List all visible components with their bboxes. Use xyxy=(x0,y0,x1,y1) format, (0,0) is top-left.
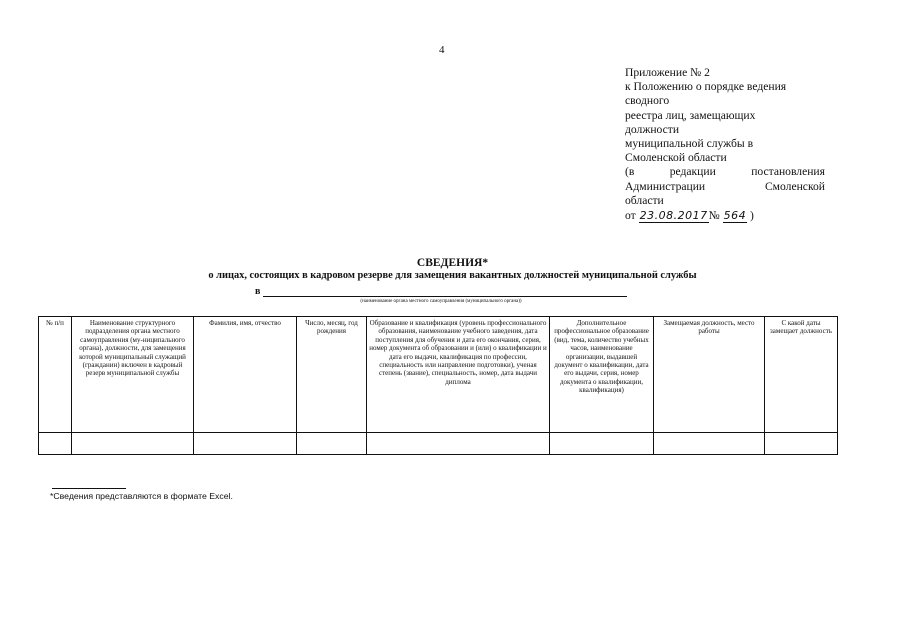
appendix-word: редакции xyxy=(669,165,716,179)
table-row xyxy=(39,433,838,455)
column-header: С какой даты замещает должность xyxy=(765,317,838,433)
appendix-date-line xyxy=(625,209,825,223)
table-cell xyxy=(194,433,297,455)
document-title: СВЕДЕНИЯ* xyxy=(416,257,489,269)
organization-caption: (наименование органа местного самоуправления (муниципального органа)) xyxy=(360,299,522,304)
handwritten-date: 23.08.2017 xyxy=(639,209,708,223)
appendix-line: Смоленской области xyxy=(625,151,727,165)
appendix-word: постановления xyxy=(751,165,825,179)
handwritten-number: 564 xyxy=(723,209,747,223)
reserve-table xyxy=(38,316,838,455)
table-cell xyxy=(367,433,550,455)
date-prefix: от xyxy=(625,209,636,223)
appendix-line: сводного xyxy=(625,94,670,108)
table-cell xyxy=(765,433,838,455)
appendix-header xyxy=(625,66,825,223)
table-cell xyxy=(39,433,72,455)
appendix-word: Администрации xyxy=(625,179,706,193)
table-cell xyxy=(550,433,654,455)
appendix-word: (в xyxy=(625,165,635,179)
number-prefix: № xyxy=(708,209,720,223)
column-header: Наименование структурного подразделения органа местного самоуправления (му-ниципального органа), должности, для замещения которой муниципальный служащий (гражданин) включен в кадровый резерв муниципальной службы xyxy=(72,317,194,433)
table-cell xyxy=(72,433,194,455)
date-suffix: ) xyxy=(749,209,754,223)
column-header: Дополнительное профессиональное образование (вид, тема, количество учебных часов, наименование организации, выдавшей документ о квалификации, дата его выдачи, серия, номер документа о квалификации, квалификация) xyxy=(550,317,654,433)
column-header: Фамилия, имя, отчество xyxy=(194,317,297,433)
appendix-line: муниципальной службы в xyxy=(625,137,754,151)
appendix-line: области xyxy=(625,193,664,207)
footnote: *Сведения представляются в формате Excel. xyxy=(50,491,233,501)
appendix-line: реестра лиц, замещающих xyxy=(625,108,756,122)
table-header-row xyxy=(39,317,838,433)
table-cell xyxy=(297,433,367,455)
document-subtitle: о лицах, состоящих в кадровом резерве для замещения вакантных должностей муниципальной службы xyxy=(208,270,697,281)
appendix-line-justified xyxy=(625,180,825,194)
table-cell xyxy=(654,433,765,455)
page-number: 4 xyxy=(439,44,445,56)
appendix-line: Приложение № 2 xyxy=(625,66,710,79)
appendix-line: должности xyxy=(625,122,680,136)
column-header: Число, месяц, год рождения xyxy=(297,317,367,433)
appendix-word: Смоленской xyxy=(764,179,825,193)
appendix-line-justified xyxy=(625,165,825,179)
column-header: Образование и квалификация (уровень профессионального образования, наименование учебного заведения, дата поступления для обучения и дата его окончания, серия, номер документа об образовании и (или) о квалификации и дата его выдачи, квалификация по профессии, специальность или направление подготовки), ученая степень (звание), специальность, номер, дата выдачи диплома xyxy=(367,317,550,433)
footnote-divider xyxy=(52,488,126,489)
fill-in-rule xyxy=(263,296,627,297)
org-prefix: в xyxy=(255,286,261,297)
organization-fill-line xyxy=(255,286,627,297)
column-header: № п/п xyxy=(39,317,72,433)
column-header: Замещаемая должность, место работы xyxy=(654,317,765,433)
appendix-line: к Положению о порядке ведения xyxy=(625,80,787,94)
